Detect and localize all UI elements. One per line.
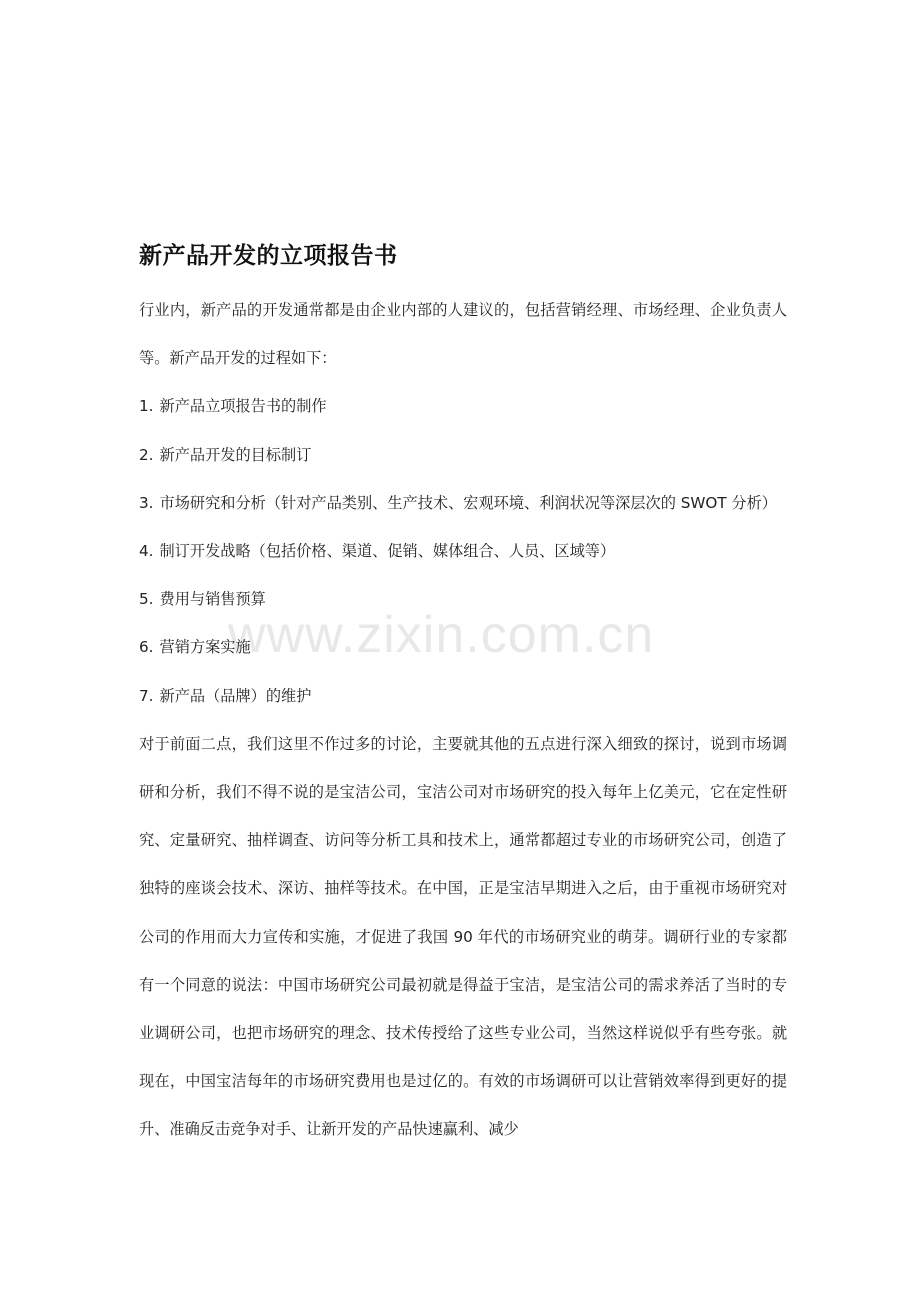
step-number: 3. bbox=[139, 493, 154, 512]
step-text: 市场研究和分析（针对产品类别、生产技术、宏观环境、利润状况等深层次的 SWOT 分析） bbox=[159, 493, 777, 512]
list-item bbox=[139, 479, 787, 527]
list-item bbox=[139, 575, 787, 623]
step-number: 1. bbox=[139, 397, 154, 416]
step-number: 4. bbox=[139, 542, 154, 561]
step-text: 费用与销售预算 bbox=[159, 590, 266, 609]
document-title: 新产品开发的立项报告书 bbox=[139, 243, 398, 269]
list-item bbox=[139, 672, 787, 720]
process-steps-list bbox=[139, 382, 787, 719]
step-text: 新产品（品牌）的维护 bbox=[159, 686, 312, 705]
step-text: 制订开发战略（包括价格、渠道、促销、媒体组合、人员、区域等） bbox=[159, 542, 616, 561]
list-item bbox=[139, 431, 787, 479]
list-item bbox=[139, 527, 787, 575]
step-text: 营销方案实施 bbox=[159, 638, 251, 657]
document-page bbox=[139, 236, 787, 1154]
step-text: 新产品立项报告书的制作 bbox=[159, 397, 327, 416]
step-number: 6. bbox=[139, 638, 154, 657]
site-watermark: www.zixin.com.cn bbox=[228, 606, 655, 664]
intro-paragraph: 行业内，新产品的开发通常都是由企业内部的人建议的，包括营销经理、市场经理、企业负责人等。新产品开发的过程如下： bbox=[139, 301, 787, 368]
step-number: 7. bbox=[139, 686, 154, 705]
step-number: 5. bbox=[139, 590, 154, 609]
step-text: 新产品开发的目标制订 bbox=[159, 445, 312, 464]
list-item bbox=[139, 623, 787, 671]
step-number: 2. bbox=[139, 445, 154, 464]
body-paragraph: 对于前面二点，我们这里不作过多的讨论，主要就其他的五点进行深入细致的探讨，说到市场调研和分析，我们不得不说的是宝洁公司，宝洁公司对市场研究的投入每年上亿美元，它在定性研究、定量研究、抽样调查、访问等分析工具和技术上，通常都超过专业的市场研究公司，创造了独特的座谈会技术、深访、抽样等技术。在中国，正是宝洁早期进入之后，由于重视市场研究对公司的作用而大力宣传和实施，才促进了我国 90 年代的市场研究业的萌芽。调研行业的专家都有一个同意的说法：中国市场研究公司最初就是得益于宝洁，是宝洁公司的需求养活了当时的专业调研公司，也把市场研究的理念、技术传授给了这些专业公司，当然这样说似乎有些夸张。就现在，中国宝洁每年的市场研究费用也是过亿的。有效的市场调研可以让营销效率得到更好的提升、准确反击竞争对手、让新开发的产品快速赢利、减少 bbox=[139, 734, 787, 1139]
list-item bbox=[139, 382, 787, 430]
